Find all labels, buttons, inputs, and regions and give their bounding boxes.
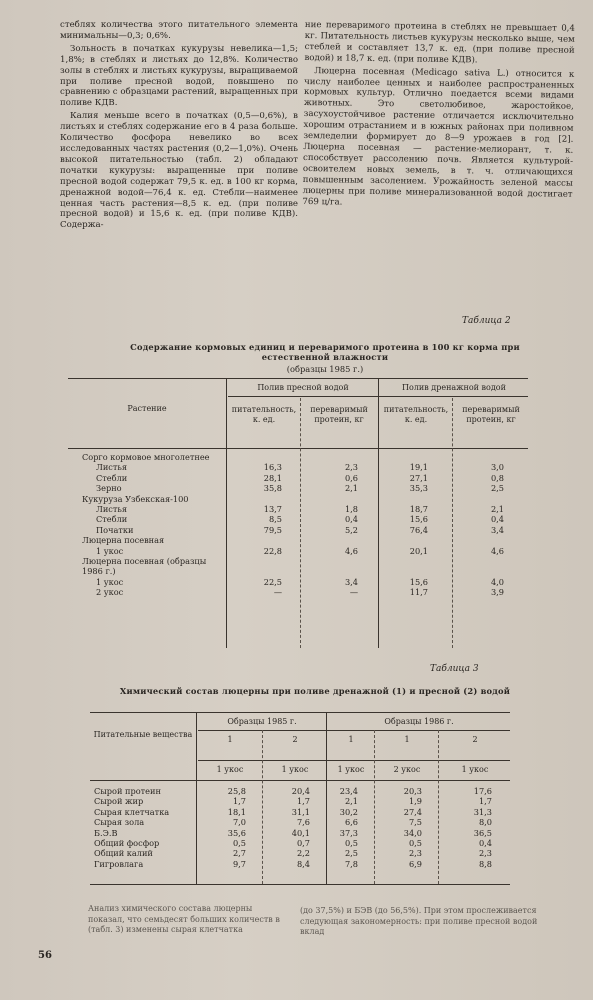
table-cell: 7,8 — [344, 858, 358, 869]
table-row — [82, 504, 518, 514]
table-cell: 7,5 — [408, 817, 422, 828]
row-label: Зерно — [96, 483, 122, 494]
table3-cut1: 1 укос — [337, 765, 365, 774]
table-cell: 22,8 — [263, 545, 282, 556]
table-row — [82, 587, 518, 597]
bottom-right-text: (до 37,5%) и БЭВ (до 56,5%). При этом прослеживается следующая закономерность: при поливе пресной водой вклад — [300, 906, 538, 936]
table-cell: — — [273, 587, 282, 598]
table-cell: 8,0 — [478, 817, 492, 828]
table3-sub-2: 2 — [292, 735, 298, 744]
table3-title: Химический состав люцерны при поливе дренажной (1) и пресной (2) водой — [119, 686, 511, 696]
table-row — [92, 838, 508, 848]
table-cell: 2,5 — [344, 848, 358, 859]
table3-cut1: 1 укос — [461, 765, 489, 774]
table-cell: 2,1 — [344, 483, 358, 494]
table-cell: 20,3 — [403, 786, 422, 796]
table-row — [92, 796, 508, 806]
table3-label: Таблица 3 — [430, 664, 479, 674]
bottom-left-text: Анализ химического состава люцерны показал, что семьдесят больших количеств в (табл. 3) изменены сырая клетчатка — [88, 904, 280, 934]
table-cell: 0,4 — [478, 838, 492, 849]
table-cell: 3,4 — [344, 576, 358, 587]
row-label: Люцерна посевная (образцы 1986 г.) — [82, 556, 207, 577]
table2-label: Таблица 2 — [462, 316, 511, 326]
table2-col-nutr: питательность, к. ед. — [231, 405, 297, 424]
table-cell: 7,6 — [296, 817, 310, 828]
table-cell: 18,7 — [409, 504, 428, 515]
row-label: Б.Э.В — [94, 827, 118, 838]
table-cell: 30,2 — [339, 806, 358, 817]
table-row — [82, 483, 518, 493]
paragraph: Люцерна посевная (Medicago sativa L.) относится к числу наиболее ценных и наиболее распространенных кормовых культур. Отлично поедается всеми видами животных. Это светолюбивое, жаростойкое, засухоустойчивое растение отличается исключительно хорошим отрастанием и в южных районах при поливном земледелии формирует до 8—9 урожаев в год [2]. Люцерна посевная — растение-мелиорант, т. к. способствует рассолению почв. Является культурой-освоителем новых земель, в т. ч. отличающихся повышенным засолением. Урожайность зеленой массы люцерны при поливе минерализованной водой достигает 769 ц/га. — [302, 65, 575, 208]
table-cell: 4,6 — [490, 545, 504, 556]
table-cell: 2,3 — [478, 848, 492, 859]
table-cell: 22,5 — [263, 576, 282, 587]
row-label: Сырая зола — [94, 817, 145, 828]
table2-col-prot: переваримый протеин, кг — [310, 405, 368, 424]
table-cell: 9,7 — [232, 858, 246, 869]
table2-col-nutr: питательность, к. ед. — [383, 405, 449, 424]
table-row — [92, 828, 508, 838]
table-cell: 3,0 — [490, 462, 504, 473]
table3-cut1: 1 укос — [216, 765, 244, 774]
table-cell: 4,0 — [490, 576, 504, 587]
row-label: Сырой жир — [94, 796, 144, 807]
table-cell: 2,7 — [232, 848, 246, 859]
row-label: Общий калий — [94, 848, 153, 859]
table-cell — [372, 556, 442, 577]
table-cell: 27,1 — [409, 472, 428, 483]
table-row — [82, 535, 518, 545]
row-label: Початки — [96, 524, 134, 535]
table-cell: 2,3 — [344, 462, 358, 473]
table-cell: 31,3 — [473, 806, 492, 817]
table2-group-drain: Полив дренажной водой — [402, 383, 506, 392]
table-row — [92, 807, 508, 817]
row-label: 1 укос — [96, 545, 124, 556]
table-cell: 6,6 — [344, 817, 358, 828]
table-cell: 37,3 — [339, 827, 358, 838]
row-label: 1 укос — [96, 576, 124, 587]
table-row — [82, 462, 518, 472]
table-cell — [226, 556, 296, 577]
paragraph: Зольность в початках кукурузы невелика—1,5; 1,8%; в стеблях и листьях до 12,8%. Количество золы в стеблях и листьях кукурузы, выращиваемой при поливе пресной водой, повышено по сравнению с образцами растений, выращенных при поливе КДВ. — [60, 43, 298, 109]
table-cell: 11,7 — [409, 587, 428, 598]
table-cell: 34,0 — [403, 827, 422, 838]
table-cell — [296, 452, 372, 462]
row-label: Листья — [96, 504, 128, 515]
table-cell: 5,2 — [344, 524, 358, 535]
table-cell: 15,6 — [409, 514, 428, 525]
row-label: 2 укос — [96, 587, 124, 598]
table-row — [82, 525, 518, 535]
table-cell: 8,4 — [296, 858, 310, 869]
row-label: Листья — [96, 462, 128, 473]
table-cell — [442, 494, 518, 504]
table-cell — [226, 452, 296, 462]
table3-sub-1: 1 — [227, 735, 233, 744]
table-cell: 2,5 — [490, 483, 504, 494]
table-cell — [296, 494, 372, 504]
table-row — [82, 546, 518, 556]
table-cell: 8,5 — [268, 514, 282, 525]
table-cell: 6,9 — [408, 858, 422, 869]
row-label: Люцерна посевная — [82, 535, 165, 546]
table-cell: 79,5 — [263, 524, 282, 535]
table-cell — [296, 556, 372, 577]
table-cell: 31,1 — [291, 806, 310, 817]
paragraph: стеблях количества этого питательного элемента минимальны—0,3; 0,6%. — [60, 20, 298, 41]
table-cell: 28,1 — [263, 472, 282, 483]
table-cell — [442, 535, 518, 545]
table2-title: Содержание кормовых единиц и переваримого протеина в 100 кг корма при естественной влажности — [130, 342, 520, 362]
table-cell: 40,1 — [291, 827, 310, 838]
table-row — [92, 859, 508, 869]
table-cell: 2,1 — [344, 796, 358, 807]
table-cell: 1,7 — [232, 796, 246, 807]
table-cell: 2,3 — [408, 848, 422, 859]
table-cell: 16,3 — [263, 462, 282, 473]
row-label: Сырая клетчатка — [94, 806, 170, 817]
table-cell: 19,1 — [409, 462, 428, 473]
table-cell: 4,6 — [344, 545, 358, 556]
table-cell: 18,1 — [227, 806, 246, 817]
table-row — [82, 473, 518, 483]
table-cell: 35,6 — [227, 827, 246, 838]
table3-col-substance: Питательные вещества — [93, 730, 193, 739]
table-row — [82, 577, 518, 587]
table-cell: 1,8 — [344, 504, 358, 515]
left-text-column — [60, 20, 298, 233]
table3-sub-2: 2 — [472, 735, 478, 744]
table-cell: 35,8 — [263, 483, 282, 494]
table-cell: 0,4 — [490, 514, 504, 525]
table-row — [82, 514, 518, 524]
table-cell: 25,8 — [227, 786, 246, 796]
table-cell — [372, 535, 442, 545]
table2-body — [82, 452, 518, 598]
table-cell: 13,7 — [263, 504, 282, 515]
row-label: Общий фосфор — [94, 838, 160, 849]
table-cell: 0,4 — [344, 514, 358, 525]
table-cell: 7,0 — [232, 817, 246, 828]
table-cell: 0,5 — [408, 838, 422, 849]
table-cell: 2,1 — [490, 504, 504, 515]
table-cell: 8,8 — [478, 858, 492, 869]
table-row — [92, 848, 508, 858]
table3-group-1985: Образцы 1985 г. — [227, 717, 297, 726]
table-cell: 2,2 — [296, 848, 310, 859]
row-label: Сорго кормовое многолетнее — [82, 452, 210, 462]
table-cell: 0,5 — [232, 838, 246, 849]
table-cell: 76,4 — [409, 524, 428, 535]
table3-group-1986: Образцы 1986 г. — [384, 717, 454, 726]
table-row — [82, 452, 518, 462]
table3-sub-1: 1 — [404, 735, 410, 744]
table-cell: 15,6 — [409, 576, 428, 587]
table-cell — [372, 452, 442, 462]
table-row — [92, 786, 508, 796]
row-label: Стебли — [96, 472, 128, 483]
table-cell — [442, 556, 518, 577]
table-cell — [226, 535, 296, 545]
table2-subtitle: (образцы 1985 г.) — [286, 364, 364, 374]
table3-cut2: 2 укос — [393, 765, 421, 774]
row-label: Кукуруза Узбекская-100 — [82, 493, 189, 504]
table-cell: 0,7 — [296, 838, 310, 849]
right-text-column — [302, 20, 575, 213]
table3-sub-1: 1 — [348, 735, 354, 744]
table3-cut1: 1 укос — [281, 765, 309, 774]
row-label: Стебли — [96, 514, 128, 525]
table-row — [82, 556, 518, 577]
table-cell: 17,6 — [473, 786, 492, 796]
page-number: 56 — [38, 950, 52, 961]
table-cell: 0,8 — [490, 472, 504, 483]
table-cell: 1,7 — [478, 796, 492, 807]
table-cell — [372, 494, 442, 504]
table-cell: 35,3 — [409, 483, 428, 494]
row-label: Гигровлага — [94, 858, 144, 869]
table-cell: 0,6 — [344, 472, 358, 483]
table-cell: 20,4 — [291, 786, 310, 796]
table-cell: 23,4 — [339, 786, 358, 796]
table-row — [92, 817, 508, 827]
paragraph: ние переваримого протеина в стеблях не превышает 0,4 кг. Питательность листьев кукурузы несколько выше, чем стеблей и составляет 13,7 к. ед. (при поливе пресной водой) и 18,7 к. ед. (при поливе КДВ). — [304, 20, 575, 66]
table2-col-prot: переваримый протеин, кг — [462, 405, 520, 424]
table-cell — [226, 494, 296, 504]
table-cell: 3,4 — [490, 524, 504, 535]
paragraph: Калия меньше всего в початках (0,5—0,6%), в листьях и стеблях содержание его в 4 раза больше. Количество фосфора невелико во всех исследованных частях растения (0,2—1,0%). Очень высокой питательностью (табл. 2) обладают початки кукурузы: выращенные при поливе пресной водой содержат 79,5 к. ед. в 100 кг корма, дренажной водой—76,4 к. ед. Стебли—наименее ценная часть растения—8,5 к. ед. (при поливе пресной водой) и 15,6 к. ед. (при поливе КДВ). Содержа- — [60, 111, 298, 231]
table2-group-fresh: Полив пресной водой — [257, 383, 349, 392]
table-cell: 1,7 — [296, 796, 310, 807]
table-cell: 20,1 — [409, 545, 428, 556]
table-cell: 0,5 — [344, 838, 358, 849]
row-label: Сырой протеин — [94, 786, 161, 796]
table-cell: 27,4 — [403, 806, 422, 817]
table2-col-plant: Растение — [127, 404, 167, 413]
table-cell: 36,5 — [473, 827, 492, 838]
table-cell: — — [349, 587, 358, 598]
table-cell: 3,9 — [490, 587, 504, 598]
table-row — [82, 494, 518, 504]
table-cell: 1,9 — [408, 796, 422, 807]
table3-body — [92, 786, 508, 869]
table-cell — [442, 452, 518, 462]
table-cell — [296, 535, 372, 545]
